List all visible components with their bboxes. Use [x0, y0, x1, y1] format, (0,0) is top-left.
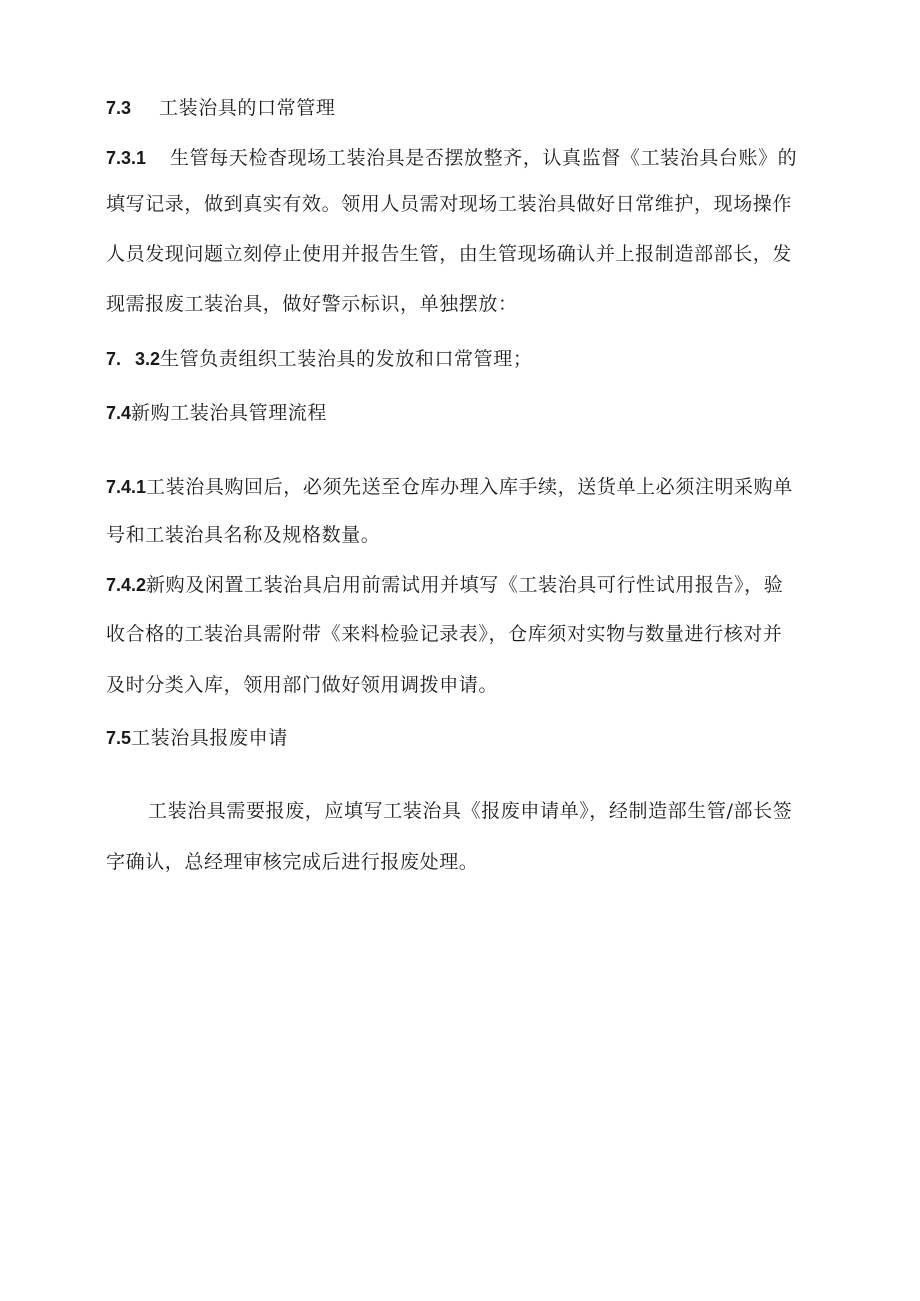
section-7-4-2-line-1	[106, 571, 783, 599]
section-7-4-2-line-2	[106, 620, 783, 648]
section-number-part-2: 3.2	[135, 349, 161, 369]
section-7-3-1-line-2	[106, 190, 792, 218]
section-number-part-1: 7.	[106, 349, 122, 369]
paragraph-text: 生管每天检杳现场工装治具是否摆放整齐，认真监督《工装治具台账》的	[170, 147, 798, 169]
paragraph-text: 号和工装治具名称及规格数量。	[106, 524, 381, 546]
paragraph-text: 工装治具购回后，必须先送至仓库办理入库手续，送货单上必须注明采购单	[146, 476, 793, 498]
paragraph-text: 及时分类入库，领用部门做好领用调拨申请。	[106, 674, 499, 696]
paragraph-text: 新购及闲置工装治具启用前需试用并填写《工装治具可行性试用报告》，验	[146, 574, 784, 596]
section-number: 7.4.2	[106, 575, 147, 595]
section-7-4-heading	[106, 399, 327, 427]
paragraph-text: 人员发现问题立刻停止使用并报告生管，由生管现场确认并上报制造部部长，发	[106, 243, 793, 265]
section-7-3-1-line-4	[106, 290, 518, 318]
paragraph-text: 字确认，总经理审核完成后进行报废处理。	[106, 851, 479, 873]
paragraph-text: 生管负责组织工装治具的发放和口常管理；	[160, 348, 533, 370]
section-number: 7.4.1	[106, 477, 147, 497]
section-7-4-1-line-1	[106, 473, 793, 501]
section-7-5-paragraph-line-2	[106, 848, 478, 876]
section-7-5-heading	[106, 724, 288, 752]
paragraph-text: 填写记录，做到真实有效。领用人员需对现场工装治具做好日常维护，现场操作	[106, 193, 793, 215]
paragraph-text: 现需报废工装治具，做好警示标识，单独摆放：	[106, 293, 518, 315]
paragraph-text: 收合格的工装治具需附带《来料检验记录表》，仓库须对实物与数量进行核对并	[106, 623, 783, 645]
section-title: 工装治具报废申请	[131, 727, 288, 749]
paragraph-text: 工装治具需要报废，应填写工装治具《报废申请单》，经制造部生管/部长签	[148, 800, 793, 822]
section-7-4-2-line-3	[106, 671, 498, 699]
section-7-4-1-line-2	[106, 521, 380, 549]
section-7-3-1-line-1	[106, 144, 797, 172]
section-title: 工装治具的口常管理	[159, 97, 336, 119]
section-number: 7.3	[106, 98, 132, 118]
section-number: 7.4	[106, 403, 132, 423]
section-number: 7.3.1	[106, 148, 147, 168]
section-title: 新购工装治具管理流程	[131, 402, 328, 424]
section-7-3-2	[106, 345, 532, 373]
section-7-3-heading	[106, 94, 335, 122]
section-7-5-paragraph-line-1	[148, 797, 792, 825]
section-number: 7.5	[106, 728, 132, 748]
section-7-3-1-line-3	[106, 240, 792, 268]
